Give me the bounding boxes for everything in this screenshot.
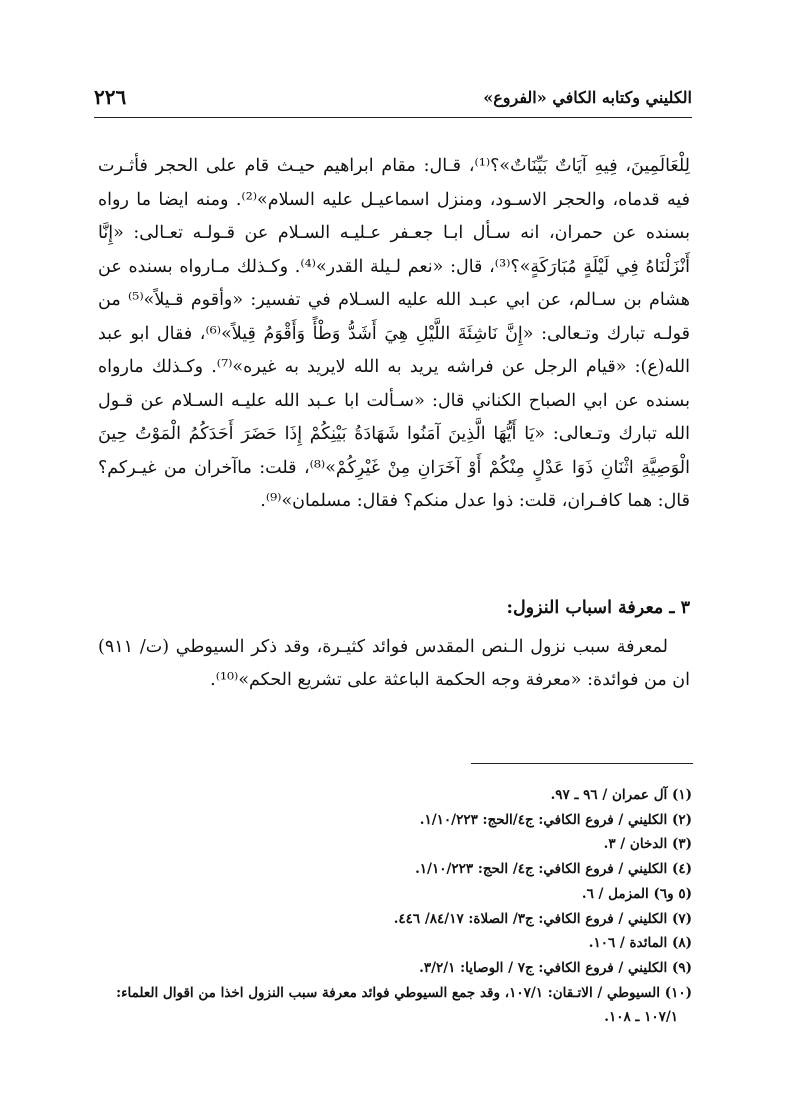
footnote: (٤) الكليني / فروع الكافي: ج٤/ الحج: ١/١٠/٢٢٣. <box>415 861 692 878</box>
page-header <box>94 82 692 112</box>
header-rule <box>94 117 692 118</box>
footnotes <box>98 783 692 1030</box>
footnote: (١) آل عمران / ٩٦ ـ ٩٧. <box>550 787 692 803</box>
running-title: الكليني وكتابه الكافي «الفروع» <box>483 87 692 107</box>
section-heading: ٣ ـ معرفة اسباب النزول: <box>506 598 690 618</box>
footnote: (١٠) السيوطي / الاتـقان: ١٠٧/١، وقد جمع السيوطي فوائد معرفة سبب النزول اخذا من اقوال العلماء: ١٠٧/١ ـ ١٠٨. <box>116 984 692 1026</box>
main-text <box>98 150 690 519</box>
section-paragraph: لمعرفة سبب نزول الـنص المقدس فوائد كثيـرة، وقد ذكر السيوطي (ت/ ٩١١) ان من فوائدة: «معرفة وجه الحكمة الباعثة على تشريع الحكم»⁽¹⁰⁾. <box>98 637 690 690</box>
body-paragraph: لِلْعَالَمِينَ، فِيهِ آيَاتٌ بَيِّنَاتٌ»؟⁽¹⁾، قـال: مقام ابراهيم حيـث قام على الحجر فأثـرت فيه قدماه، والحجر الاسـود، ومنزل اسماعيـل عليه السلام»⁽²⁾. ومنه ايضا ما رواه بسنده عن حمران، انه سـأل ابـا جعـفر عـليـه السـلام عن قـولـه تعـالى: «إِنَّا أَنْزَلْنَاهُ فِي لَيْلَةٍ مُبَارَكَةٍ»؟⁽³⁾، قال: «نعم لـيلة القدر»⁽⁴⁾. وكـذلك مـارواه بسنده عن هشام بن سـالم، عن ابي عبـد الله عليه السـلام في تفسير: «وأقوم قـيلاً»⁽⁵⁾ من قولـه تبارك وتـعالى: «إِنَّ نَاشِئَةَ اللَّيْلِ هِيَ أَشَدُّ وَطْأً وَأَقْوَمُ قِيلاً»⁽⁶⁾، فقال ابو عبد الله(ع): «قيام الرجل عن فراشه يريد به الله لايريد به غيره»⁽⁷⁾. وكـذلك مارواه بسنده عن ابي الصباح الكناني قال: «سـألت ابا عـبد الله عليـه السـلام عن قـول الله تبارك وتـعالى: «يَا أَيُّهَا الَّذِينَ آمَنُوا شَهَادَةُ بَيْنِكُمْ إِذَا حَضَرَ أَحَدَكُمُ الْمَوْتُ حِينَ الْوَصِيَّةِ اثْنَانِ ذَوَا عَدْلٍ مِنْكُمْ أَوْ آخَرَانِ مِنْ غَيْرِكُمْ»⁽⁸⁾، قلت: ماآخران من غيـركم؟ قال: هما كافـران، قلت: ذوا عدل منكم؟ فقال: مسلمان»⁽⁹⁾. <box>98 156 691 511</box>
section-asbab-al-nuzul <box>98 592 690 697</box>
footnote: (٣) الدخان / ٣. <box>603 836 692 853</box>
footnote: (٨) المائدة / ١٠٦. <box>588 935 692 952</box>
page-number: ٢٢٦ <box>94 85 127 109</box>
footnote-rule <box>471 763 693 764</box>
footnote: (٩) الكليني / فروع الكافي: ج٧ / الوصايا: ٣/٢/١. <box>419 959 692 976</box>
footnote: (٢) الكليني / فروع الكافي: ج٤/الحج: ١/١٠/٢٢٣. <box>419 811 692 828</box>
footnote: (٥ و٦) المزمل / ٦. <box>581 885 692 902</box>
footnote: (٧) الكليني / فروع الكافي: ج٣/ الصلاة: ٨٤/١٧/ ٤٤٦. <box>393 910 692 927</box>
